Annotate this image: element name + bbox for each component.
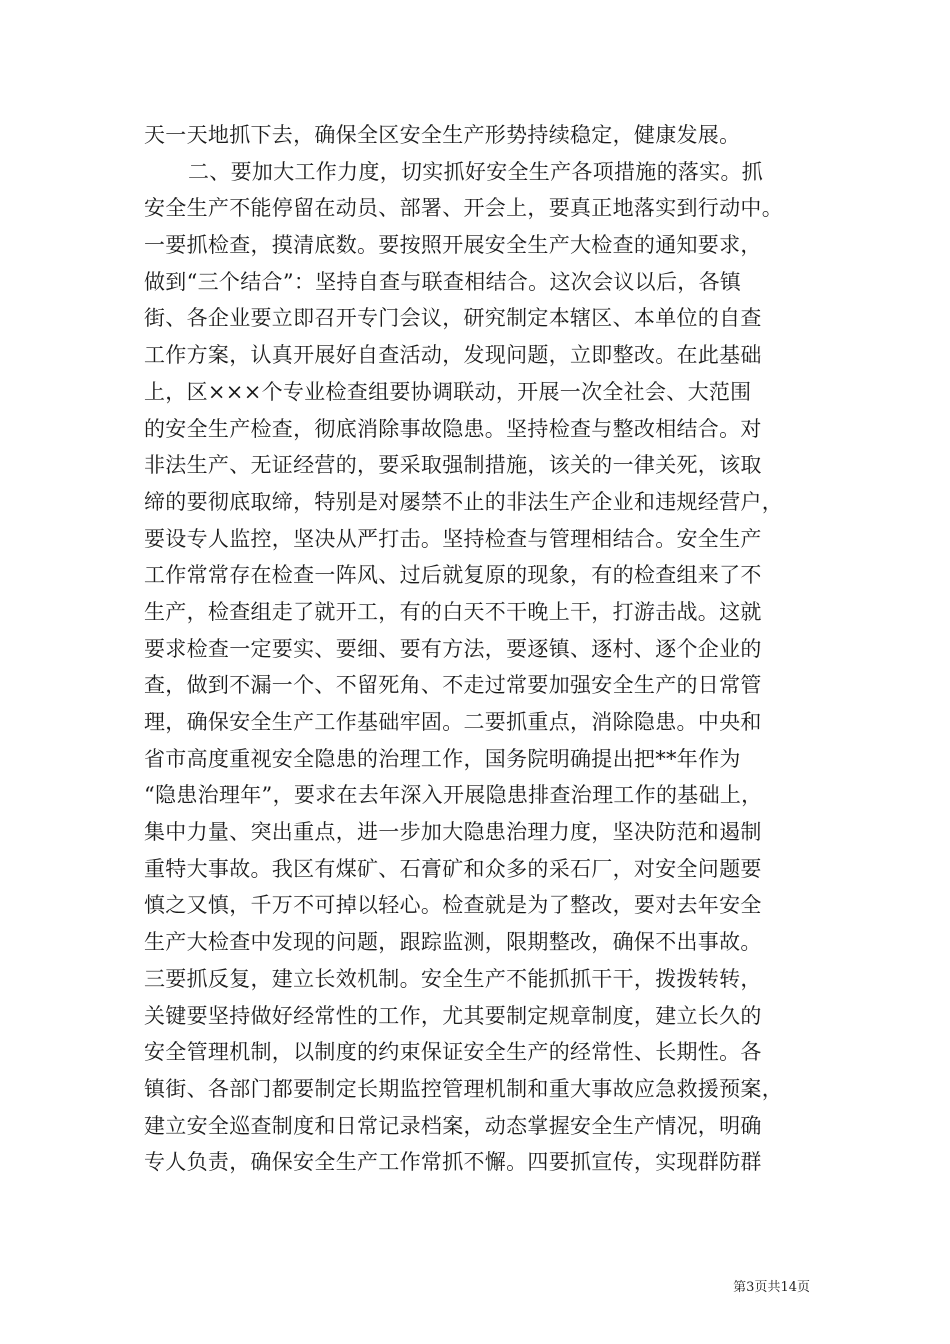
text-line: 建立安全巡查制度和日常记录档案，动态掌握安全生产情况，明确 — [144, 1113, 762, 1138]
text-line: 工作常常存在检查一阵风、过后就复原的现象，有的检查组来了不 — [144, 563, 762, 588]
text-line: 镇街、各部门都要制定长期监控管理机制和重大事故应急救援预案， — [144, 1076, 783, 1101]
text-line: 缔的要彻底取缔，特别是对屡禁不止的非法生产企业和违规经营户， — [144, 489, 783, 514]
text-line: 慎之又慎，千万不可掉以轻心。检查就是为了整改，要对去年安全 — [144, 893, 762, 918]
text-line: 要设专人监控，坚决从严打击。坚持检查与管理相结合。安全生产 — [144, 526, 762, 551]
text-line: 集中力量、突出重点，进一步加大隐患治理力度，坚决防范和遏制 — [144, 820, 762, 845]
text-line: 的安全生产检查，彻底消除事故隐患。坚持检查与整改相结合。对 — [144, 416, 762, 441]
text-line: 重特大事故。我区有煤矿、石膏矿和众多的采石厂，对安全问题要 — [144, 856, 762, 881]
text-line: 生产大检查中发现的问题，跟踪监测，限期整改，确保不出事故。 — [144, 930, 762, 955]
text-line: 理，确保安全生产工作基础牢固。二要抓重点，消除隐患。中央和 — [144, 710, 762, 734]
body-text — [144, 117, 812, 1181]
text-line: 一要抓检查，摸清底数。要按照开展安全生产大检查的通知要求， — [144, 233, 762, 258]
text-line: 非法生产、无证经营的，要采取强制措施，该关的一律关死，该取 — [144, 453, 762, 478]
text-line: 上，区×××个专业检查组要协调联动，开展一次全社会、大范围 — [144, 379, 752, 404]
text-line: 要求检查一定要实、要细、要有方法，要逐镇、逐村、逐个企业的 — [144, 636, 762, 661]
text-line: 省市高度重视安全隐患的治理工作，国务院明确提出把**年作为 — [144, 746, 741, 771]
text-line: 专人负责，确保安全生产工作常抓不懈。四要抓宣传，实现群防群 — [144, 1150, 762, 1175]
text-line: 二、要加大工作力度，切实抓好安全生产各项措施的落实。抓 — [188, 159, 764, 184]
text-line: 安全生产不能停留在动员、部署、开会上，要真正地落实到行动中。 — [144, 196, 783, 221]
text-line: 工作方案，认真开展好自查活动，发现问题，立即整改。在此基础 — [144, 343, 762, 368]
page-number-footer: 第3页共14页 — [733, 1280, 810, 1295]
text-line: 查，做到不漏一个、不留死角、不走过常要加强安全生产的日常管 — [144, 673, 762, 698]
text-line: 做到“三个结合”：坚持自查与联查相结合。这次会议以后，各镇 — [144, 269, 742, 294]
text-line: 关键要坚持做好经常性的工作，尤其要制定规章制度，建立长久的 — [144, 1003, 762, 1028]
text-line: 生产，检查组走了就开工，有的白天不干晚上干，打游击战。这就 — [144, 599, 762, 624]
text-line: 三要抓反复，建立长效机制。安全生产不能抓抓干干，拨拨转转， — [144, 966, 762, 991]
text-line: 街、各企业要立即召开专门会议，研究制定本辖区、本单位的自查 — [144, 306, 762, 331]
text-line: 安全管理机制，以制度的约束保证安全生产的经常性、长期性。各 — [144, 1040, 762, 1065]
text-line: 天一天地抓下去，确保全区安全生产形势持续稳定，健康发展。 — [144, 123, 741, 147]
text-line: “隐患治理年”，要求在去年深入开展隐患排查治理工作的基础上， — [144, 783, 763, 808]
